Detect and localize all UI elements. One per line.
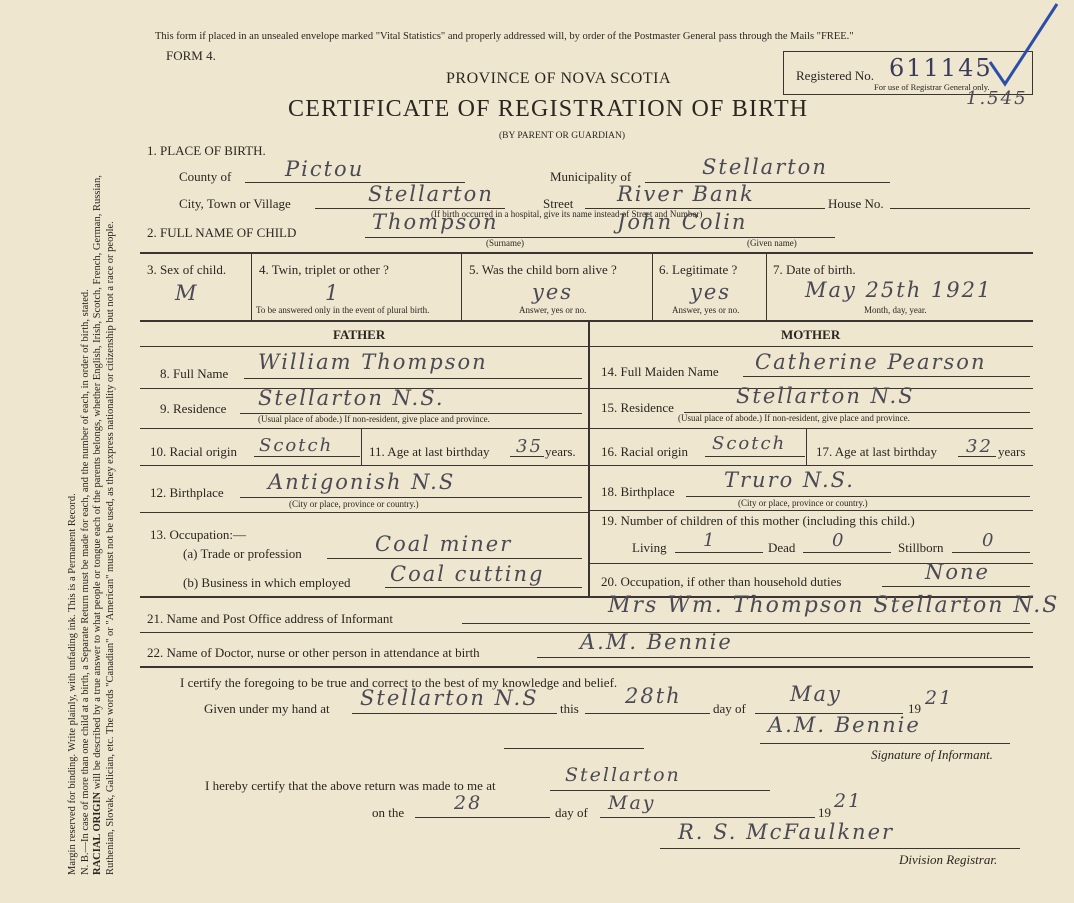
twin-label: 4. Twin, triplet or other ? (259, 262, 389, 277)
father-trade-value: Coal miner (375, 532, 513, 556)
given-under-label: Given under my hand at (204, 701, 330, 716)
registrar-onthe-label: on the (372, 805, 405, 820)
child-given-value: John Colin (617, 210, 748, 234)
sex-label: 3. Sex of child. (147, 262, 227, 277)
mother-racial-label: 16. Racial origin (601, 444, 689, 459)
child-name-label: 2. FULL NAME OF CHILD (147, 225, 297, 240)
alive-label: 5. Was the child born alive ? (469, 262, 617, 277)
street-value: River Bank (617, 182, 755, 206)
dead-value: 0 (832, 530, 846, 551)
registrar-year-prefix: 19 (818, 805, 831, 820)
margin-line-2: N. B.—In case of more than one child at a birth, a Separate Return must be made for each, and the number of each, in order of birth, stated. (79, 289, 91, 875)
given-place-value: Stellarton N.S (360, 686, 539, 710)
living-label: Living (632, 540, 667, 555)
doctor-label: 22. Name of Doctor, nurse or other person in attendance at birth (147, 645, 480, 660)
house-label: House No. (828, 196, 884, 211)
this-label: this (560, 701, 579, 716)
living-value: 1 (703, 530, 717, 551)
father-trade-label: (a) Trade or profession (183, 546, 302, 561)
registered-label: Registered No. (796, 68, 874, 83)
mother-racial-value: Scotch (712, 433, 787, 454)
certify-day-value: 28th (625, 684, 682, 708)
twin-note: To be answered only in the event of plural birth. (256, 305, 430, 315)
registrar-year-value: 21 (834, 790, 863, 812)
father-birthplace-label: 12. Birthplace (150, 485, 224, 500)
father-age-label: 11. Age at last birthday (369, 444, 490, 459)
margin-line-4: Ruthenian, Slovak, Galician, etc. The words "Canadian" or "American" must not be used, as they express nationality or citizenship but not a race or people. (104, 221, 116, 875)
mother-name-label: 14. Full Maiden Name (601, 364, 719, 379)
registrar-month-value: May (608, 792, 656, 814)
father-name-value: William Thompson (258, 350, 488, 374)
alive-note: Answer, yes or no. (519, 305, 587, 315)
registrar-signature: R. S. McFaulkner (678, 820, 895, 844)
margin-line-3: RACIAL ORIGIN will be described by a true answer to what people or tongue each of the parents belongs, whether English, Irish, Scotch, French, German, Russian, (92, 175, 104, 875)
mother-residence-label: 15. Residence (601, 400, 674, 415)
certify-dayof-label: day of (713, 701, 746, 716)
certify-statement: I certify the foregoing to be true and correct to the best of my knowledge and belief. (180, 675, 618, 690)
surname-caption: (Surname) (486, 238, 524, 248)
certify-year-value: 21 (925, 687, 954, 709)
father-years-label: years. (545, 444, 576, 459)
certify-month-value: May (790, 682, 842, 706)
father-business-value: Coal cutting (390, 562, 545, 586)
legitimate-note: Answer, yes or no. (672, 305, 740, 315)
child-surname-value: Thompson (372, 210, 499, 234)
mother-birthplace-value: Truro N.S. (724, 468, 855, 492)
registrar-caption: Division Registrar. (899, 852, 998, 867)
father-birthplace-value: Antigonish N.S (268, 470, 456, 494)
stillborn-label: Stillborn (898, 540, 944, 555)
registered-number: 611145 (889, 54, 993, 82)
mother-occupation-label: 20. Occupation, if other than household duties (601, 574, 842, 589)
mother-years-label: years (998, 444, 1026, 459)
alive-value: yes (532, 280, 574, 304)
province-heading: PROVINCE OF NOVA SCOTIA (446, 70, 672, 87)
father-business-label: (b) Business in which employed (183, 575, 351, 590)
dead-label: Dead (768, 540, 796, 555)
postal-notice: This form if placed in an unsealed envelope marked "Vital Statistics" and properly addressed will, by order of the Postmaster General pass through the Mails "FREE." (155, 31, 854, 42)
registrar-place-value: Stellarton (565, 764, 681, 786)
given-caption: (Given name) (747, 238, 797, 248)
father-residence-note: (Usual place of abode.) If non-resident, give place and province. (258, 414, 490, 424)
mother-header: MOTHER (781, 327, 841, 342)
municipality-label: Municipality of (550, 169, 632, 184)
county-label: County of (179, 169, 232, 184)
father-age-value: 35 (516, 436, 543, 457)
father-header: FATHER (333, 327, 386, 342)
mother-residence-value: Stellarton N.S (736, 384, 915, 408)
certificate-subtitle: (BY PARENT OR GUARDIAN) (499, 131, 626, 141)
mother-age-value: 32 (966, 436, 993, 457)
city-label: City, Town or Village (179, 196, 291, 211)
birth-date-note: Month, day, year. (864, 305, 927, 315)
sex-value: M (175, 281, 199, 305)
birth-date-label: 7. Date of birth. (773, 262, 856, 277)
margin-instructions (0, 0, 135, 903)
father-name-label: 8. Full Name (160, 366, 229, 381)
birth-date-value: May 25th 1921 (805, 278, 993, 302)
margin-line-1: Margin reserved for binding. Write plainly, with unfading ink. This is a Permanent Record. (67, 493, 78, 875)
father-occupation-label: 13. Occupation:— (150, 527, 247, 542)
mother-residence-note: (Usual place of abode.) If non-resident, give place and province. (678, 413, 910, 423)
father-racial-value: Scotch (259, 435, 334, 456)
informant-signature-caption: Signature of Informant. (871, 747, 993, 762)
mother-occupation-value: None (925, 560, 990, 584)
place-of-birth-label: 1. PLACE OF BIRTH. (147, 143, 266, 158)
informant-signature: A.M. Bennie (768, 713, 921, 737)
registrar-statement: I hereby certify that the above return was made to me at (205, 778, 496, 793)
stillborn-value: 0 (982, 530, 996, 551)
registrar-dayof-label: day of (555, 805, 588, 820)
father-birthplace-note: (City or place, province or country.) (289, 499, 419, 509)
registration-stamp: 1.545 (966, 88, 1028, 109)
registered-note: For use of Registrar General only. (874, 82, 990, 92)
hospital-note: (If birth occurred in a hospital, give its name instead of Street and Number) (431, 209, 703, 219)
form-number: FORM 4. (166, 48, 216, 63)
street-label: Street (543, 196, 574, 211)
county-value: Pictou (285, 157, 365, 181)
doctor-value: A.M. Bennie (580, 630, 733, 654)
check-mark-icon (985, 0, 1065, 95)
informant-value: Mrs Wm. Thompson Stellarton N.S (608, 593, 1060, 618)
city-value: Stellarton (368, 182, 494, 206)
mother-birthplace-label: 18. Birthplace (601, 484, 675, 499)
children-count-label: 19. Number of children of this mother (including this child.) (601, 513, 915, 528)
legitimate-label: 6. Legitimate ? (659, 262, 738, 277)
municipality-value: Stellarton (702, 155, 828, 179)
twin-value: 1 (325, 281, 341, 305)
certificate-title: CERTIFICATE OF REGISTRATION OF BIRTH (288, 96, 809, 122)
legitimate-value: yes (690, 280, 732, 304)
father-residence-value: Stellarton N.S. (258, 386, 445, 410)
certify-year-prefix: 19 (908, 701, 921, 716)
registrar-day-value: 28 (454, 792, 483, 814)
mother-birthplace-note: (City or place, province or country.) (738, 498, 868, 508)
father-residence-label: 9. Residence (160, 401, 227, 416)
mother-age-label: 17. Age at last birthday (816, 444, 937, 459)
mother-name-value: Catherine Pearson (755, 350, 987, 374)
informant-label: 21. Name and Post Office address of Informant (147, 611, 393, 626)
father-racial-label: 10. Racial origin (150, 444, 238, 459)
